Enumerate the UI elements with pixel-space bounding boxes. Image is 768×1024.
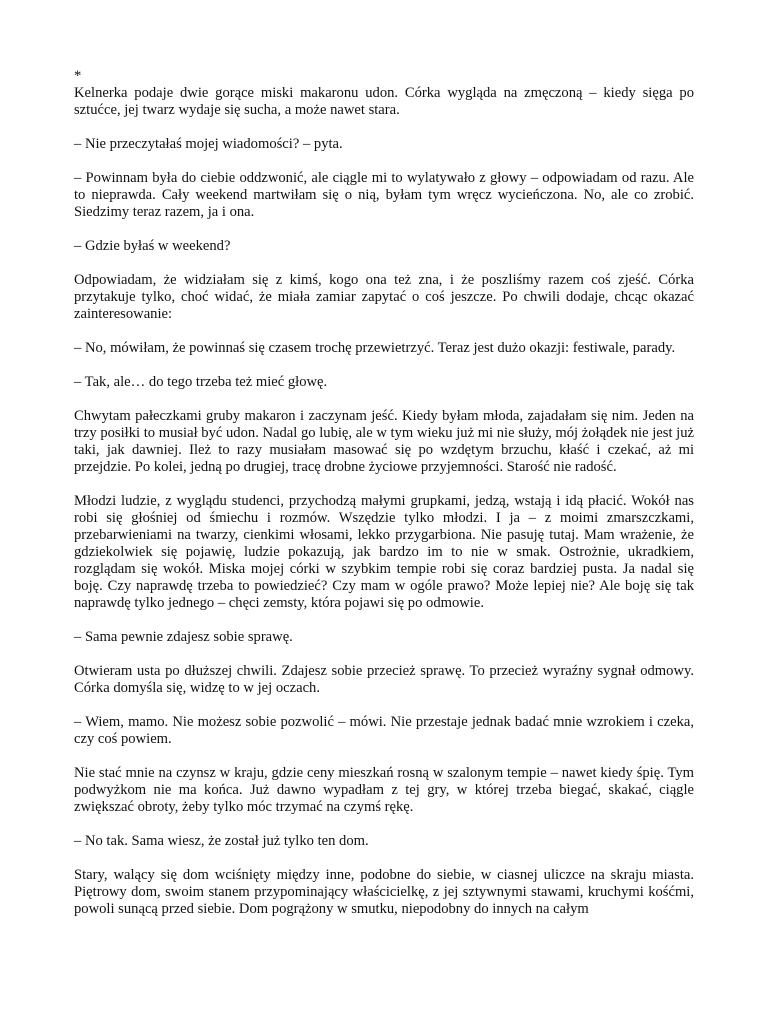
document-page bbox=[74, 68, 694, 935]
paragraph-9: Młodzi ludzie, z wyglądu studenci, przychodzą małymi grupkami, jedzą, wstają i idą płacić. Wokół nas robi się głośniej od śmiechu i rozmów. Wszędzie tylko młodzi. I ja – z moimi zmarszczkami, przebarwieniami na twarzy, cienkimi włosami, lekko przygarbiona. Nie pasuję tutaj. Mam wrażenie, że gdziekolwiek się pojawię, ludzie pokazują, jak bardzo im to nie w smak. Ostrożnie, ukradkiem, rozglądam się wokół. Miska mojej córki w szybkim tempie robi się coraz bardziej pusta. Ja nadal się boję. Czy naprawdę trzeba to powiedzieć? Czy mam w ogóle prawo? Może lepiej nie? Ale boję się tak naprawdę tylko jednego – chęci zemsty, która pojawi się po odmowie. bbox=[74, 493, 694, 611]
paragraph-6: – No, mówiłam, że powinnaś się czasem trochę przewietrzyć. Teraz jest dużo okazji: festiwale, parady. bbox=[74, 340, 676, 356]
paragraph-4: – Gdzie byłaś w weekend? bbox=[74, 238, 231, 254]
paragraph-1: Kelnerka podaje dwie gorące miski makaronu udon. Córka wygląda na zmęczoną – kiedy sięga po sztućce, jej twarz wydaje się sucha, a może nawet stara. bbox=[74, 85, 694, 118]
paragraph-8: Chwytam pałeczkami gruby makaron i zaczynam jeść. Kiedy byłam młoda, zajadałam się nim. Jeden na trzy posiłki to musiał być udon. Nadal go lubię, ale w tym wieku już mi nie służy, mój żołądek nie jest już taki, jak dawniej. Ileż to razy musiałam masować się po wzdętym brzuchu, kłaść i czekać, aż mi przejdzie. Po kolei, jedną po drugiej, tracę drobne życiowe przyjemności. Starość nie radość. bbox=[74, 408, 694, 475]
paragraph-11: Otwieram usta po dłuższej chwili. Zdajesz sobie przecież sprawę. To przecież wyraźny sygnał odmowy. Córka domyśla się, widzę to w jej oczach. bbox=[74, 663, 694, 696]
paragraph-7: – Tak, ale… do tego trzeba też mieć głowę. bbox=[74, 374, 328, 390]
section-separator: * bbox=[74, 68, 82, 84]
paragraph-10: – Sama pewnie zdajesz sobie sprawę. bbox=[74, 629, 293, 645]
paragraph-5: Odpowiadam, że widziałam się z kimś, kogo ona też zna, i że poszliśmy razem coś zjeść. Córka przytakuje tylko, choć widać, że miała zamiar zapytać o coś jeszcze. Po chwili dodaje, chcąc okazać zainteresowanie: bbox=[74, 272, 694, 322]
paragraph-15: Stary, walący się dom wciśnięty między inne, podobne do siebie, w ciasnej uliczce na skraju miasta. Piętrowy dom, swoim stanem przypominający właścicielkę, z jej sztywnymi stawami, kruchymi kośćmi, powoli sunącą przed siebie. Dom pogrążony w smutku, niepodobny do innych na całym bbox=[74, 867, 694, 917]
paragraph-12: – Wiem, mamo. Nie możesz sobie pozwolić – mówi. Nie przestaje jednak badać mnie wzrokiem i czeka, czy coś powiem. bbox=[74, 714, 694, 747]
paragraph-2: – Nie przeczytałaś mojej wiadomości? – pyta. bbox=[74, 136, 343, 152]
paragraph-13: Nie stać mnie na czynsz w kraju, gdzie ceny mieszkań rosną w szalonym tempie – nawet kiedy śpię. Tym podwyżkom nie ma końca. Już dawno wypadłam z tej gry, w której trzeba biegać, skakać, ciągle zwiększać obroty, żeby tylko móc trzymać na czymś rękę. bbox=[74, 765, 694, 815]
paragraph-3: – Powinnam była do ciebie oddzwonić, ale ciągle mi to wylatywało z głowy – odpowiadam od razu. Ale to nieprawda. Cały weekend martwiłam się o nią, byłam tym wręcz wycieńczona. No, ale co zrobić. Siedzimy teraz razem, ja i ona. bbox=[74, 170, 694, 220]
paragraph-14: – No tak. Sama wiesz, że został już tylko ten dom. bbox=[74, 833, 369, 849]
